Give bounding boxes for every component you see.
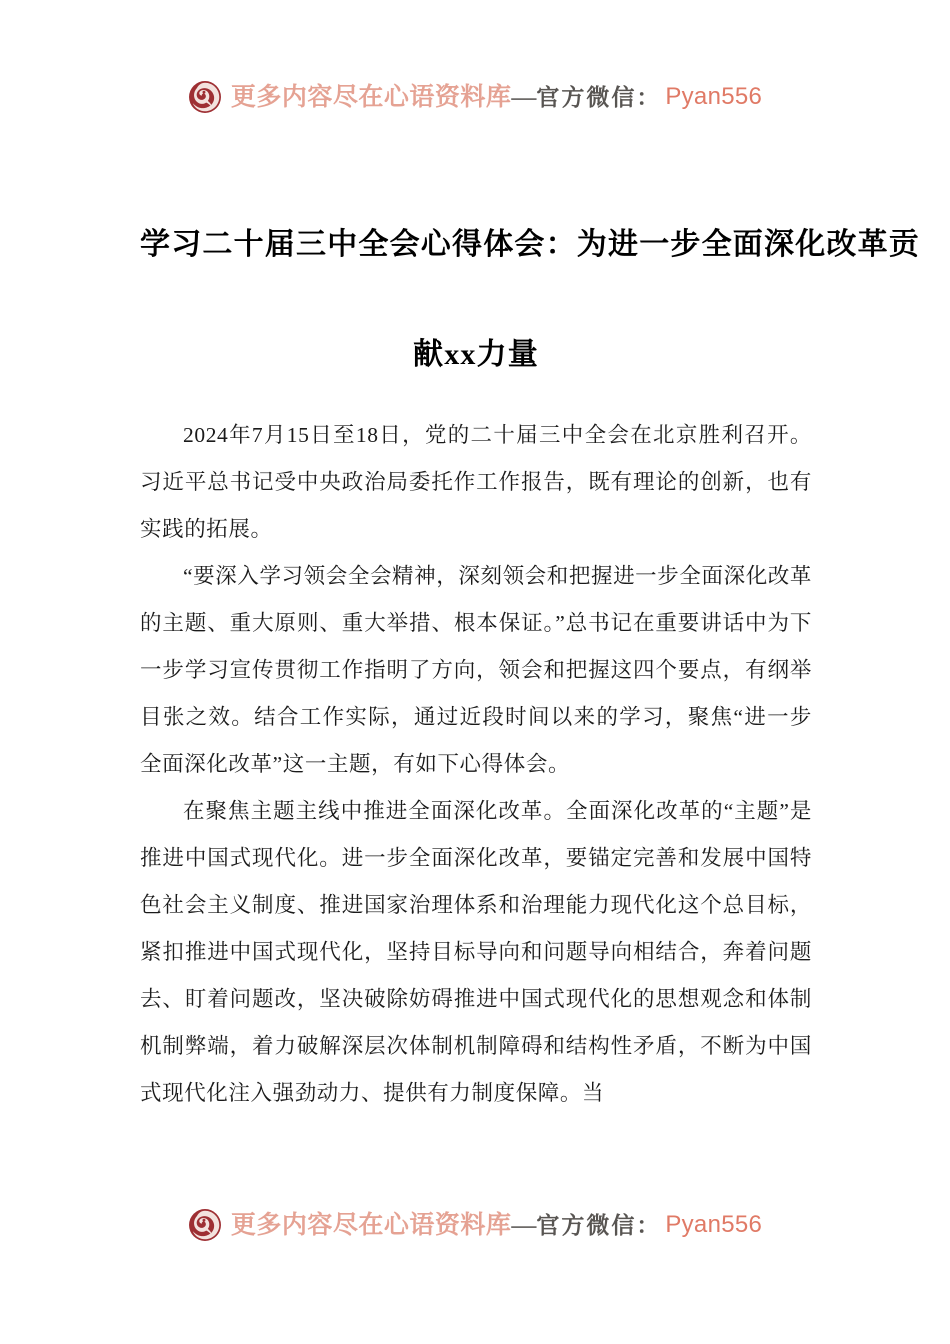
watermark-account-id: Pyan556: [665, 1211, 763, 1238]
body-paragraph: 在聚焦主题主线中推进全面深化改革。全面深化改革的“主题”是推进中国式现代化。进一步全面深化改革，要锚定完善和发展中国特色社会主义制度、推进国家治理体系和治理能力现代化这个总目标，紧扣推进中国式现代化，坚持目标导向和问题导向相结合，奔着问题去、盯着问题改，坚决破除妨碍推进中国式现代化的思想观念和体制机制弊端，着力破解深层次体制机制障碍和结构性矛盾，不断为中国式现代化注入强劲动力、提供有力制度保障。当: [140, 799, 812, 1105]
document-body: [140, 412, 812, 1117]
document-title-line-1: 学习二十届三中全会心得体会：为进一步全面深化改革贡: [140, 228, 920, 262]
watermark-main-text: 更多内容尽在心语资料库: [230, 1211, 512, 1239]
document-title: [140, 190, 920, 410]
watermark-wechat-label: 官方微信：: [536, 84, 662, 110]
watermark-main-text: 更多内容尽在心语资料库: [230, 83, 512, 111]
watermark-account-id: Pyan556: [665, 83, 763, 110]
circular-fish-swirl-logo-icon: [188, 80, 222, 114]
watermark-dash: —: [511, 1211, 537, 1239]
body-paragraph: 2024年7月15日至18日，党的二十届三中全会在北京胜利召开。习近平总书记受中央政治局委托作工作报告，既有理论的创新，也有实践的拓展。: [140, 423, 812, 541]
watermark-wechat-label: 官方微信：: [536, 1212, 662, 1238]
watermark-dash: —: [511, 83, 537, 111]
body-paragraph: “要深入学习领会全会精神，深刻领会和把握进一步全面深化改革的主题、重大原则、重大举措、根本保证。”总书记在重要讲话中为下一步学习宣传贯彻工作指明了方向，领会和把握这四个要点，有纲举目张之效。结合工作实际，通过近段时间以来的学习，聚焦“进一步全面深化改革”这一主题，有如下心得体会。: [140, 564, 812, 776]
circular-fish-swirl-logo-icon: [188, 1208, 222, 1242]
footer-watermark: [0, 1208, 950, 1242]
document-title-line-2: 献xx力量: [413, 338, 539, 372]
header-watermark: [0, 80, 950, 114]
